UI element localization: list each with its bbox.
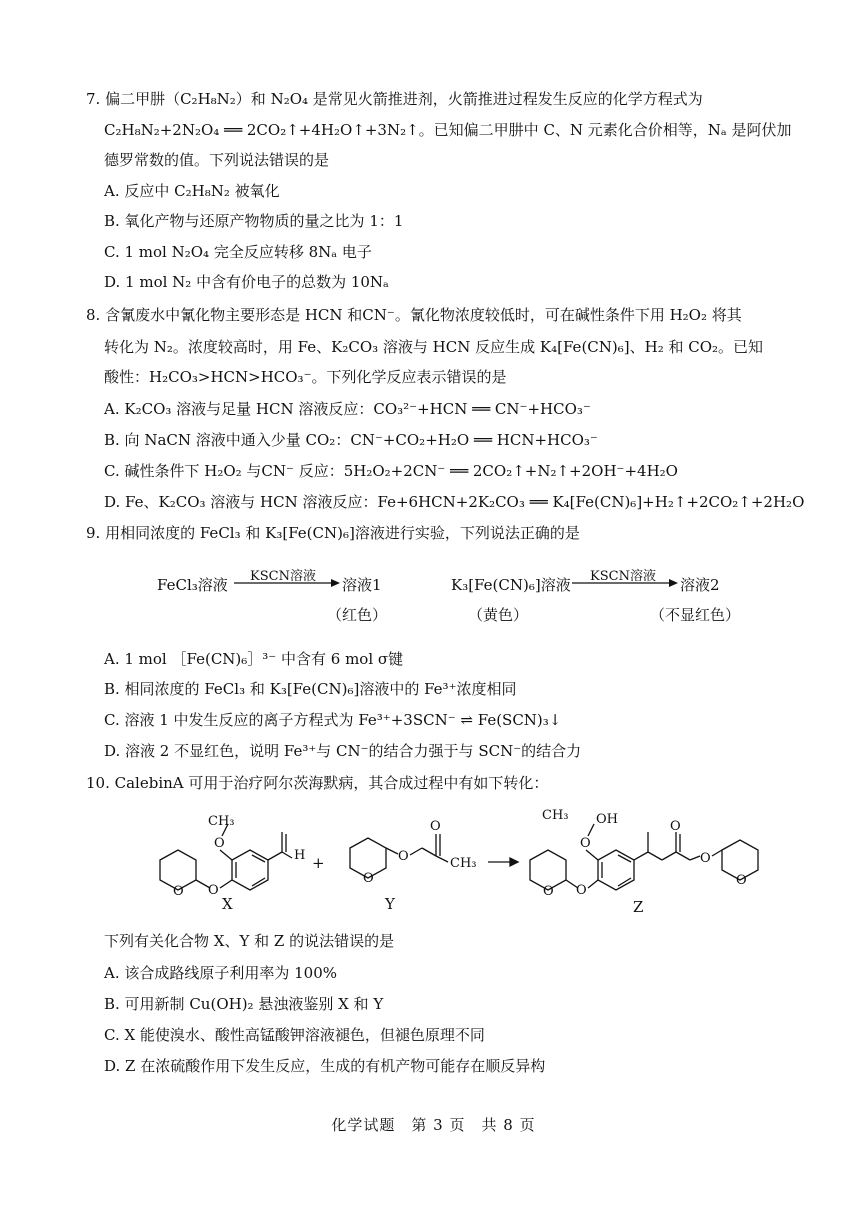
x-ch3-label: CH₃ xyxy=(208,814,235,829)
q7-option-a: A. 反应中 C₂H₈N₂ 被氧化 xyxy=(104,182,280,200)
q9-option-a: A. 1 mol ［Fe(CN)₆］³⁻ 中含有 6 mol σ键 xyxy=(104,650,404,668)
q9-left-product: 溶液1 xyxy=(342,576,382,594)
q10-reaction-structures xyxy=(140,800,840,930)
y-ch3-label: CH₃ xyxy=(450,856,477,871)
q8-stem-line1: 8. 含氰废水中氰化物主要形态是 HCN 和CN⁻。氰化物浓度较低时，可在碱性条件下用 H₂O₂ 将其 xyxy=(86,306,742,324)
label-y: Y xyxy=(385,895,395,913)
q8-option-d: D. Fe、K₂CO₃ 溶液与 HCN 溶液反应：Fe+6HCN+2K₂CO₃ ══ K₄[Fe(CN)₆]+H₂↑+2CO₂↑+2H₂O xyxy=(104,493,805,511)
x-h-label: H xyxy=(294,848,306,863)
q8-option-a: A. K₂CO₃ 溶液与足量 HCN 溶液反应：CO₃²⁻+HCN ══ CN⁻+HCO₃⁻ xyxy=(104,400,591,418)
svg-text:O: O xyxy=(398,849,409,864)
q9-right-product: 溶液2 xyxy=(680,576,720,594)
q8-stem-line2: 转化为 N₂。浓度较高时，用 Fe、K₂CO₃ 溶液与 HCN 反应生成 K₄[Fe(CN)₆]、H₂ 和 CO₂。已知 xyxy=(104,338,764,356)
q7-option-c: C. 1 mol N₂O₄ 完全反应转移 8Nₐ 电子 xyxy=(104,243,372,261)
q10-option-c: C. X 能使溴水、酸性高锰酸钾溶液褪色，但褪色原理不同 xyxy=(104,1026,485,1044)
q10-option-b: B. 可用新制 Cu(OH)₂ 悬浊液鉴别 X 和 Y xyxy=(104,995,384,1013)
svg-text:O: O xyxy=(208,883,219,898)
z-benzene-ring-icon xyxy=(598,850,634,890)
q9-left-color: （红色） xyxy=(327,606,388,624)
svg-text:O: O xyxy=(576,883,587,898)
q9-option-c: C. 溶液 1 中发生反应的离子方程式为 Fe³⁺+3SCN⁻ ⇌ Fe(SCN)₃↓ xyxy=(104,711,562,729)
q9-right-color: （不显红色） xyxy=(650,606,741,624)
q8-option-c: C. 碱性条件下 H₂O₂ 与CN⁻ 反应：5H₂O₂+2CN⁻ ══ 2CO₂↑+N₂↑+2OH⁻+4H₂O xyxy=(104,462,678,480)
q10-substem: 下列有关化合物 X、Y 和 Z 的说法错误的是 xyxy=(104,932,395,950)
q7-option-d: D. 1 mol N₂ 中含有价电子的总数为 10Nₐ xyxy=(104,273,389,291)
q9-left-reagent: KSCN溶液 xyxy=(250,569,316,584)
q9-stem: 9. 用相同浓度的 FeCl₃ 和 K₃[Fe(CN)₆]溶液进行实验，下列说法正确的是 xyxy=(86,524,580,542)
q10-option-d: D. Z 在浓硫酸作用下发生反应，生成的有机产物可能存在顺反异构 xyxy=(104,1057,546,1075)
q9-option-d: D. 溶液 2 不显红色，说明 Fe³⁺与 CN⁻的结合力强于与 SCN⁻的结合力 xyxy=(104,742,582,760)
q9-right-arrow xyxy=(570,574,680,588)
q7-stem-line1: 7. 偏二甲肼（C₂H₈N₂）和 N₂O₄ 是常见火箭推进剂，火箭推进过程发生反应的化学方程式为 xyxy=(86,90,703,108)
label-x: X xyxy=(222,895,233,913)
q9-right-reactant: K₃[Fe(CN)₆]溶液 xyxy=(451,576,571,594)
plus-sign: + xyxy=(312,854,325,872)
svg-text:O: O xyxy=(736,873,747,888)
svg-text:O: O xyxy=(543,884,554,899)
page-footer: 化学试题 第 3 页 共 8 页 xyxy=(331,1116,536,1134)
z-oh-label: OH xyxy=(596,812,618,827)
svg-text:O: O xyxy=(430,819,441,834)
z-ch3-label: CH₃ xyxy=(542,808,569,823)
x-benzene-ring-icon xyxy=(232,850,268,890)
q9-option-b: B. 相同浓度的 FeCl₃ 和 K₃[Fe(CN)₆]溶液中的 Fe³⁺浓度相同 xyxy=(104,680,517,698)
q8-option-b: B. 向 NaCN 溶液中通入少量 CO₂：CN⁻+CO₂+H₂O ══ HCN+HCO₃⁻ xyxy=(104,431,598,449)
svg-text:O: O xyxy=(670,819,681,834)
label-z: Z xyxy=(633,898,644,916)
q9-right-reactant-color: （黄色） xyxy=(468,606,529,624)
svg-text:O: O xyxy=(173,884,184,899)
q8-stem-line3: 酸性：H₂CO₃>HCN>HCO₃⁻。下列化学反应表示错误的是 xyxy=(104,368,507,386)
svg-text:O: O xyxy=(363,871,374,886)
q10-stem: 10. CalebinA 可用于治疗阿尔茨海默病，其合成过程中有如下转化： xyxy=(86,774,549,792)
q7-stem-line2: C₂H₈N₂+2N₂O₄ ══ 2CO₂↑+4H₂O↑+3N₂↑。已知偏二甲肼中 C、N 元素化合价相等，Nₐ 是阿伏加 xyxy=(104,121,792,139)
q9-right-reagent: KSCN溶液 xyxy=(590,569,656,584)
svg-text:O: O xyxy=(214,836,225,851)
q10-option-a: A. 该合成路线原子利用率为 100% xyxy=(104,964,338,982)
svg-text:O: O xyxy=(700,851,711,866)
svg-text:O: O xyxy=(580,836,591,851)
q9-left-arrow xyxy=(232,574,342,588)
q7-option-b: B. 氧化产物与还原产物物质的量之比为 1：1 xyxy=(104,212,404,230)
q9-left-reactant: FeCl₃溶液 xyxy=(157,576,228,594)
q7-stem-line3: 德罗常数的值。下列说法错误的是 xyxy=(104,151,330,169)
